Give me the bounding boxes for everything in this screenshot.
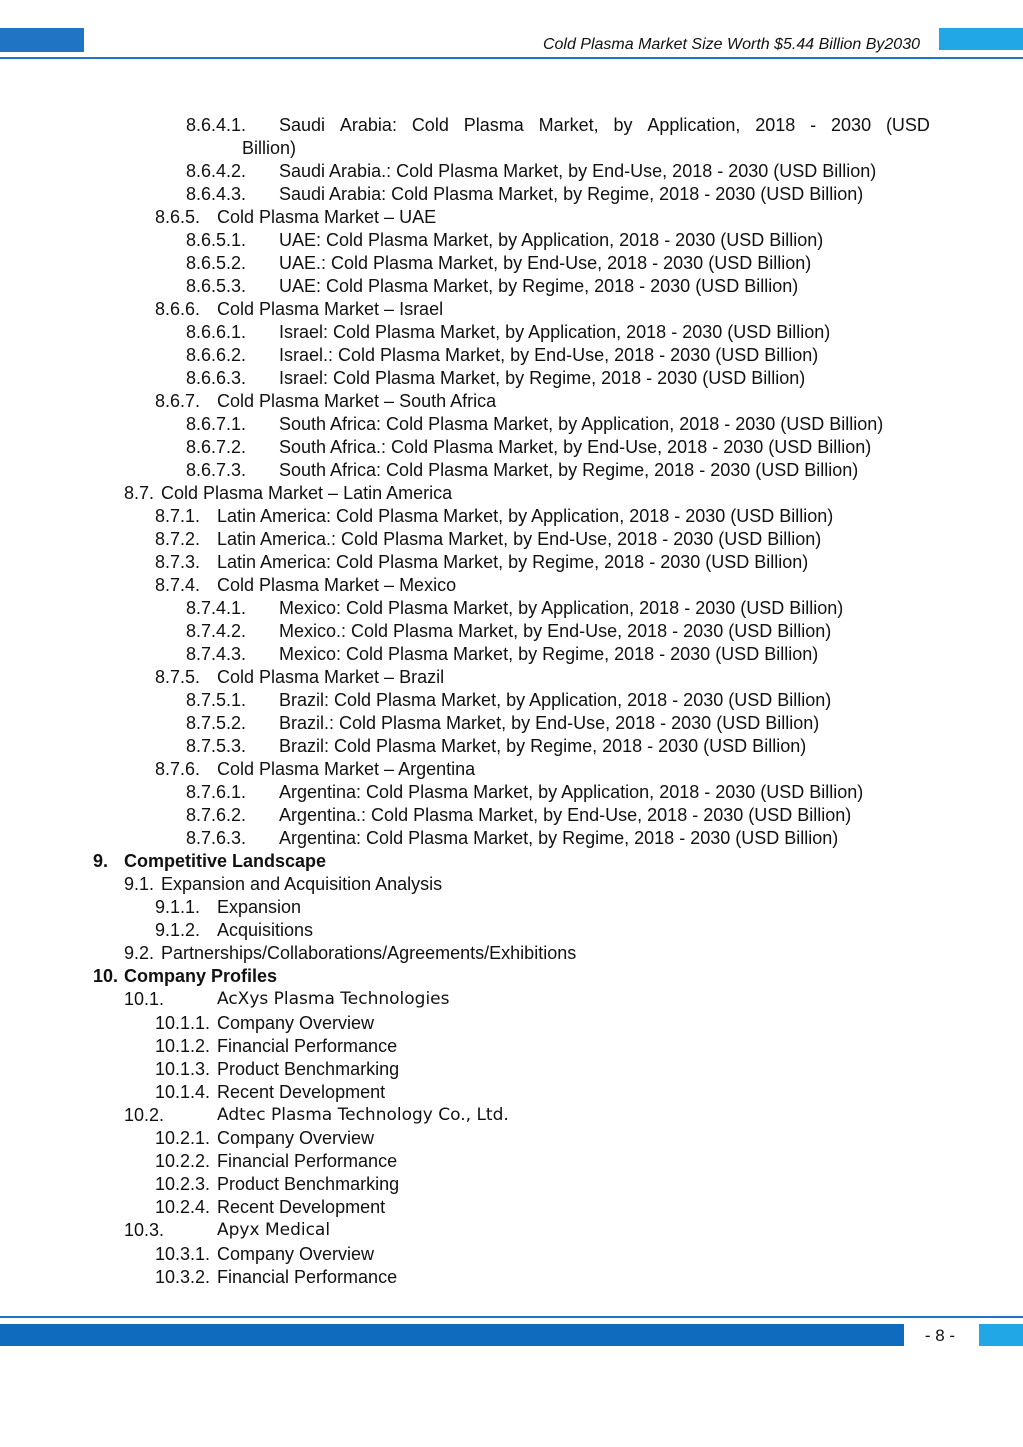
toc-entry (186, 804, 930, 827)
toc-entry-number: 8.7.4.2. (186, 621, 247, 641)
toc-entry-title: Brazil: Cold Plasma Market, by Application, 2018 - 2030 (USD Billion) (279, 690, 832, 710)
toc-entry-title: Israel: Cold Plasma Market, by Regime, 2018 - 2030 (USD Billion) (279, 368, 806, 388)
toc-entry-title: Apyx Medical (217, 1220, 331, 1240)
toc-entry-number: 8.7.6.2. (186, 805, 247, 825)
toc-entry-number: 8.7.5.1. (186, 690, 247, 710)
toc-entry-number: 10.2. (124, 1105, 165, 1125)
toc-entry-number: 9. (93, 851, 109, 871)
toc-entry-title: Financial Performance (217, 1267, 398, 1287)
toc-entry-number: 10.3.1. (155, 1244, 211, 1264)
toc-entry (155, 919, 930, 942)
toc-entry-number: 8.7.1. (155, 506, 201, 526)
toc-entry (186, 344, 930, 367)
toc-entry-title: Cold Plasma Market – Brazil (217, 667, 445, 687)
toc-entry-number: 10. (93, 966, 119, 986)
toc-entry-number: 8.6.4.3. (186, 184, 247, 204)
toc-entry (186, 620, 930, 643)
toc-entry (186, 712, 930, 735)
toc-entry (155, 1058, 930, 1081)
toc-entry (155, 1196, 930, 1219)
toc-entry-title: Competitive Landscape (124, 851, 327, 871)
toc-entry (186, 735, 930, 758)
toc-entry-number: 8.6.7.3. (186, 460, 247, 480)
toc-entry-number: 8.7.4.1. (186, 598, 247, 618)
toc-entry-number: 8.7.6.3. (186, 828, 247, 848)
toc-entry-title: Cold Plasma Market – South Africa (217, 391, 497, 411)
footer-rule (0, 1316, 1023, 1318)
toc-entry (124, 942, 930, 965)
toc-entry-title: Company Overview (217, 1128, 375, 1148)
toc-entry (124, 1219, 930, 1242)
toc-entry-title: AcXys Plasma Technologies (217, 989, 450, 1009)
toc-entry-title: South Africa: Cold Plasma Market, by Application, 2018 - 2030 (USD Billion) (279, 414, 884, 434)
toc-entry-number: 8.7.5. (155, 667, 201, 687)
footer-accent-right (979, 1324, 1023, 1346)
toc-entry-title: Latin America: Cold Plasma Market, by Regime, 2018 - 2030 (USD Billion) (217, 552, 809, 572)
toc-entry (93, 850, 930, 873)
toc-entry-number: 8.6.7.1. (186, 414, 247, 434)
toc-entry-title: Adtec Plasma Technology Co., Ltd. (217, 1105, 509, 1125)
toc-entry-title: Expansion and Acquisition Analysis (161, 874, 443, 894)
toc-entry-title: Partnerships/Collaborations/Agreements/Exhibitions (161, 943, 577, 963)
toc-entry (155, 896, 930, 919)
toc-entry-number: 8.6.6.2. (186, 345, 247, 365)
toc-entry (155, 1127, 930, 1150)
toc-entry (186, 252, 930, 275)
toc-entry-number: 10.2.2. (155, 1151, 211, 1171)
toc-entry-title: Cold Plasma Market – Latin America (161, 483, 453, 503)
toc-entry-title: Acquisitions (217, 920, 314, 940)
toc-entry (124, 873, 930, 896)
toc-entry (186, 275, 930, 298)
toc-entry-number: 10.1.3. (155, 1059, 211, 1079)
toc-entry-number: 8.6.6.1. (186, 322, 247, 342)
toc-entry (186, 643, 930, 666)
toc-entry (155, 574, 930, 597)
toc-entry (155, 1012, 930, 1035)
toc-entry-title: UAE.: Cold Plasma Market, by End-Use, 2018 - 2030 (USD Billion) (279, 253, 812, 273)
toc-entry-title: Cold Plasma Market – Mexico (217, 575, 457, 595)
toc-entry-number: 8.7.5.2. (186, 713, 247, 733)
toc-entry (124, 482, 930, 505)
toc-entry-number: 10.2.4. (155, 1197, 211, 1217)
toc-entry-title: Brazil.: Cold Plasma Market, by End-Use, 2018 - 2030 (USD Billion) (279, 713, 820, 733)
toc-entry-number: 8.7.2. (155, 529, 201, 549)
toc-entry (155, 551, 930, 574)
toc-entry-number: 9.1.2. (155, 920, 201, 940)
footer-bar (0, 1324, 904, 1346)
toc-entry-title: UAE: Cold Plasma Market, by Regime, 2018 - 2030 (USD Billion) (279, 276, 799, 296)
toc-entry-title: Israel: Cold Plasma Market, by Application, 2018 - 2030 (USD Billion) (279, 322, 831, 342)
toc-entry-title: Latin America.: Cold Plasma Market, by End-Use, 2018 - 2030 (USD Billion) (217, 529, 822, 549)
toc-entry-number: 8.6.4.1. (186, 115, 247, 135)
toc-entry (186, 229, 930, 252)
toc-entry-number: 8.7.4.3. (186, 644, 247, 664)
toc-entry (186, 160, 930, 183)
toc-entry (186, 114, 930, 160)
toc-entry-number: 8.6.6. (155, 299, 201, 319)
page-number: - 8 - (924, 1326, 956, 1345)
toc-entry-title: Cold Plasma Market – Israel (217, 299, 444, 319)
toc-entry (186, 689, 930, 712)
toc-entry-number: 10.1.4. (155, 1082, 211, 1102)
toc-entry (186, 781, 930, 804)
toc-entry-number: 10.1. (124, 989, 165, 1009)
toc-entry (155, 1266, 930, 1289)
toc-entry-number: 8.6.7. (155, 391, 201, 411)
toc-entry (124, 988, 930, 1011)
toc-entry (186, 321, 930, 344)
toc-entry-number: 8.7.4. (155, 575, 201, 595)
toc-entry-number: 10.2.1. (155, 1128, 211, 1148)
toc-entry (155, 1035, 930, 1058)
toc-entry-number: 8.7. (124, 483, 155, 503)
toc-entry-number: 10.3.2. (155, 1267, 211, 1287)
header-title: Cold Plasma Market Size Worth $5.44 Billion By2030 (542, 36, 920, 53)
toc-entry (155, 1243, 930, 1266)
toc-entry-title: Argentina.: Cold Plasma Market, by End-Use, 2018 - 2030 (USD Billion) (279, 805, 852, 825)
toc-entry-number: 8.6.5.3. (186, 276, 247, 296)
toc-entry-number: 8.6.5.2. (186, 253, 247, 273)
toc-entry-number: 9.1.1. (155, 897, 201, 917)
toc-entry-title: Brazil: Cold Plasma Market, by Regime, 2018 - 2030 (USD Billion) (279, 736, 807, 756)
toc-entry-title: Mexico: Cold Plasma Market, by Regime, 2018 - 2030 (USD Billion) (279, 644, 819, 664)
toc-entry (186, 183, 930, 206)
toc-entry-title: Company Overview (217, 1244, 375, 1264)
toc-entry (186, 827, 930, 850)
toc-entry-title: Mexico.: Cold Plasma Market, by End-Use, 2018 - 2030 (USD Billion) (279, 621, 832, 641)
toc-entry-title: South Africa: Cold Plasma Market, by Regime, 2018 - 2030 (USD Billion) (279, 460, 859, 480)
toc-entry-number: 8.7.5.3. (186, 736, 247, 756)
toc-entry-title: Cold Plasma Market – Argentina (217, 759, 476, 779)
toc-entry-title: Argentina: Cold Plasma Market, by Application, 2018 - 2030 (USD Billion) (279, 782, 864, 802)
toc-entry (124, 1104, 930, 1127)
toc-entry-number: 10.3. (124, 1220, 165, 1240)
toc-entry-title: Company Overview (217, 1013, 375, 1033)
toc-entry-title: Cold Plasma Market – UAE (217, 207, 437, 227)
toc-entry-number: 10.1.2. (155, 1036, 211, 1056)
toc-entry-title: Company Profiles (124, 966, 278, 986)
toc-entry-number: 8.6.5.1. (186, 230, 247, 250)
toc-entry-title: Financial Performance (217, 1036, 398, 1056)
toc-entry-title: Argentina: Cold Plasma Market, by Regime, 2018 - 2030 (USD Billion) (279, 828, 839, 848)
toc-entry-title: Saudi Arabia.: Cold Plasma Market, by End-Use, 2018 - 2030 (USD Billion) (279, 161, 877, 181)
toc-entry-title: Saudi Arabia: Cold Plasma Market, by Application, 2018 - 2030 (USD (279, 115, 930, 135)
toc-entry-number: 8.7.6. (155, 759, 201, 779)
toc-entry (155, 1150, 930, 1173)
toc-entry-title: Financial Performance (217, 1151, 398, 1171)
toc-entry (155, 758, 930, 781)
toc-entry-title: Israel.: Cold Plasma Market, by End-Use, 2018 - 2030 (USD Billion) (279, 345, 819, 365)
toc-entry-number: 8.6.5. (155, 207, 201, 227)
toc-entry (155, 298, 930, 321)
toc-entry-title: Mexico: Cold Plasma Market, by Application, 2018 - 2030 (USD Billion) (279, 598, 844, 618)
toc-entry-title: UAE: Cold Plasma Market, by Application, 2018 - 2030 (USD Billion) (279, 230, 824, 250)
toc-entry-number: 8.6.4.2. (186, 161, 247, 181)
toc-entry (155, 505, 930, 528)
toc-entry-number: 8.6.7.2. (186, 437, 247, 457)
toc-entry (186, 459, 930, 482)
toc-entry-number: 10.1.1. (155, 1013, 211, 1033)
toc-entry (186, 436, 930, 459)
toc-entry (155, 528, 930, 551)
toc-entry-number: 9.1. (124, 874, 155, 894)
toc-entry (93, 965, 930, 988)
toc-entry-number: 9.2. (124, 943, 155, 963)
toc-entry (155, 666, 930, 689)
toc-entry (155, 390, 930, 413)
toc-entry (155, 1173, 930, 1196)
toc-entry (155, 206, 930, 229)
toc-entry (186, 597, 930, 620)
toc-entry (155, 1081, 930, 1104)
toc-entry-number: 8.6.6.3. (186, 368, 247, 388)
toc-entry-number: 8.7.6.1. (186, 782, 247, 802)
toc-entry-number: 10.2.3. (155, 1174, 211, 1194)
toc-entry (186, 367, 930, 390)
toc-entry-title: Recent Development (217, 1082, 386, 1102)
toc-entry-title: Latin America: Cold Plasma Market, by Application, 2018 - 2030 (USD Billion) (217, 506, 834, 526)
toc-entry-title: South Africa.: Cold Plasma Market, by End-Use, 2018 - 2030 (USD Billion) (279, 437, 872, 457)
toc-entry-number: 8.7.3. (155, 552, 201, 572)
toc-entry-title: Product Benchmarking (217, 1174, 400, 1194)
toc-entry-title: Saudi Arabia: Cold Plasma Market, by Regime, 2018 - 2030 (USD Billion) (279, 184, 864, 204)
toc-entry-title-continuation: Billion) (242, 138, 297, 158)
toc-entry-title: Expansion (217, 897, 302, 917)
toc-entry-title: Recent Development (217, 1197, 386, 1217)
toc-entry (186, 413, 930, 436)
toc-entry-title: Product Benchmarking (217, 1059, 400, 1079)
